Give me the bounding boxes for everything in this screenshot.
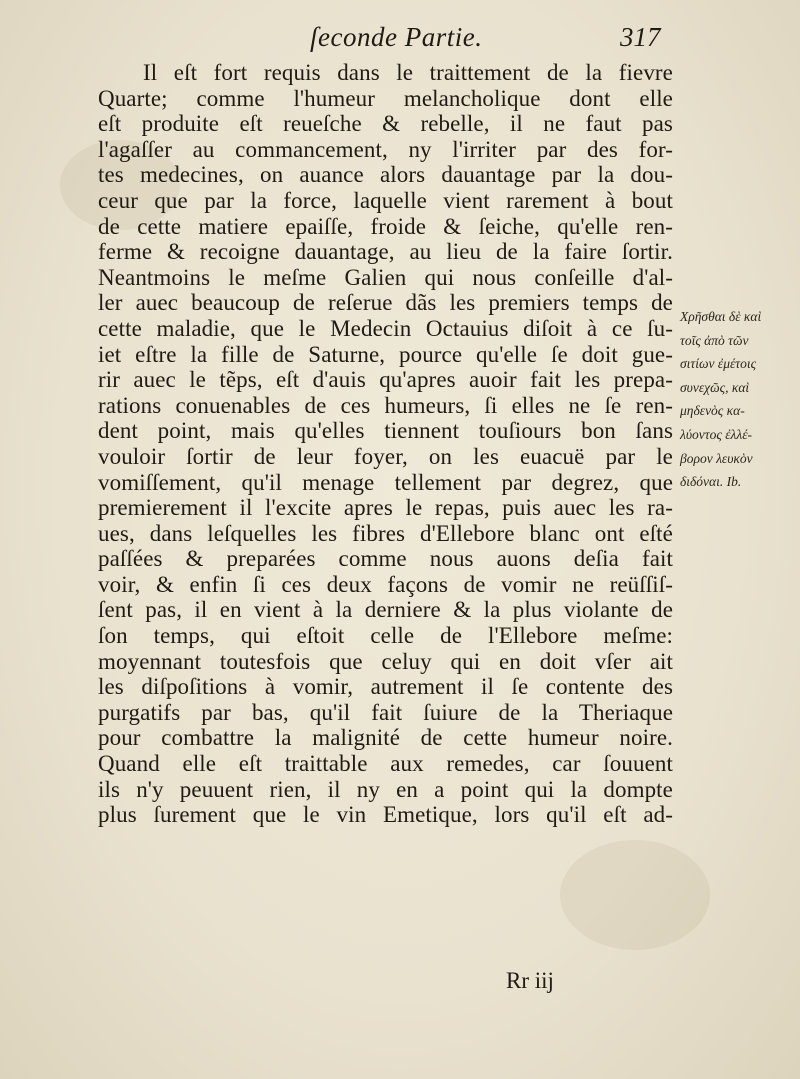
paper-stain <box>560 840 710 950</box>
body-line: rir auec le tẽps, eſt d'auis qu'apres auoir fait les prepa- <box>98 367 673 393</box>
body-line: pour combattre la malignité de cette humeur noire. <box>98 725 673 751</box>
body-line: plus ſurement que le vin Emetique, lors qu'il eſt ad- <box>98 802 673 828</box>
body-line: rations conuenables de ces humeurs, ſi elles ne ſe ren- <box>98 392 673 418</box>
body-line: ferme & recoigne dauantage, au lieu de la faire ſortir. <box>98 239 673 265</box>
body-line: Quarte; comme l'humeur melancholique dont elle <box>98 85 673 111</box>
body-line: Il eſt fort requis dans le traittement de la fievre <box>143 60 673 85</box>
body-line: ſon temps, qui eſtoit celle de l'Ellebore meſme: <box>98 623 673 649</box>
body-line: purgatifs par bas, qu'il fait ſuiure de la Theriaque <box>98 699 673 725</box>
marginal-note <box>680 305 792 494</box>
body-line: dent point, mais qu'elles tiennent touſiours bon ſans <box>98 418 673 444</box>
body-line: l'agaſſer au commancement, ny l'irriter par des for- <box>98 136 673 162</box>
body-line: iet eſtre la fille de Saturne, pource qu'elle ſe doit gue- <box>98 341 673 367</box>
signature-mark: Rr iij <box>506 968 554 993</box>
body-line: les diſpoſitions à vomir, autrement il ſe contente des <box>98 674 673 700</box>
body-line: vouloir ſortir de leur foyer, on les euacuë par le <box>98 443 673 469</box>
body-line: ceur que par la force, laquelle vient rarement à bout <box>98 187 673 213</box>
marginal-note-line: μηδενὸς κα- <box>680 403 745 419</box>
body-line: cette maladie, que le Medecin Octauius diſoit à ce ſu- <box>98 315 673 341</box>
body-line: tes medecines, on auance alors dauantage par la dou- <box>98 162 673 188</box>
body-line: ues, dans leſquelles les fibres d'Ellebore blanc ont eſté <box>98 520 673 546</box>
marginal-note-line: τοῖς ἀπὸ τῶν <box>680 332 749 348</box>
body-line: voir, & enfin ſi ces deux façons de vomir ne reüſſiſ- <box>98 571 673 597</box>
body-line: eſt produite eſt reueſche & rebelle, il ne faut pas <box>98 111 673 137</box>
main-text-block <box>98 60 673 828</box>
marginal-note-line: βορον λευκὸν <box>680 450 753 466</box>
running-head: ſeconde Partie. <box>310 22 483 52</box>
body-line: ils n'y peuuent rien, il ny en a point qui la dompte <box>98 776 673 802</box>
marginal-note-line: συνεχῶς, καὶ <box>680 379 750 395</box>
body-line: paſſées & preparées comme nous auons deſia fait <box>98 546 673 572</box>
body-line: Neantmoins le meſme Galien qui nous conſeille d'al- <box>98 264 673 290</box>
page-number: 317 <box>620 22 661 52</box>
marginal-note-line: διδόναι. Ib. <box>680 474 742 490</box>
body-line: de cette matiere epaiſſe, froide & ſeiche, qu'elle ren- <box>98 213 673 239</box>
page-header <box>0 20 800 60</box>
body-line: ler auec beaucoup de reſerue dãs les premiers temps de <box>98 290 673 316</box>
marginal-note-line: σιτίων ἐμέτοις <box>680 356 757 372</box>
body-line: ſent pas, il en vient à la derniere & la plus violante de <box>98 597 673 623</box>
marginal-note-line: Χρῆσθαι δὲ καὶ <box>680 309 762 324</box>
marginal-note-line: λύοντος ἐλλέ- <box>680 426 753 442</box>
body-line: moyennant toutesfois que celuy qui en doit vſer ait <box>98 648 673 674</box>
body-line: Quand elle eſt traittable aux remedes, car ſouuent <box>98 751 673 777</box>
body-line: premierement il l'excite apres le repas, puis auec les ra- <box>98 495 673 521</box>
body-line: vomiſſement, qu'il menage tellement par degrez, que <box>98 469 673 495</box>
